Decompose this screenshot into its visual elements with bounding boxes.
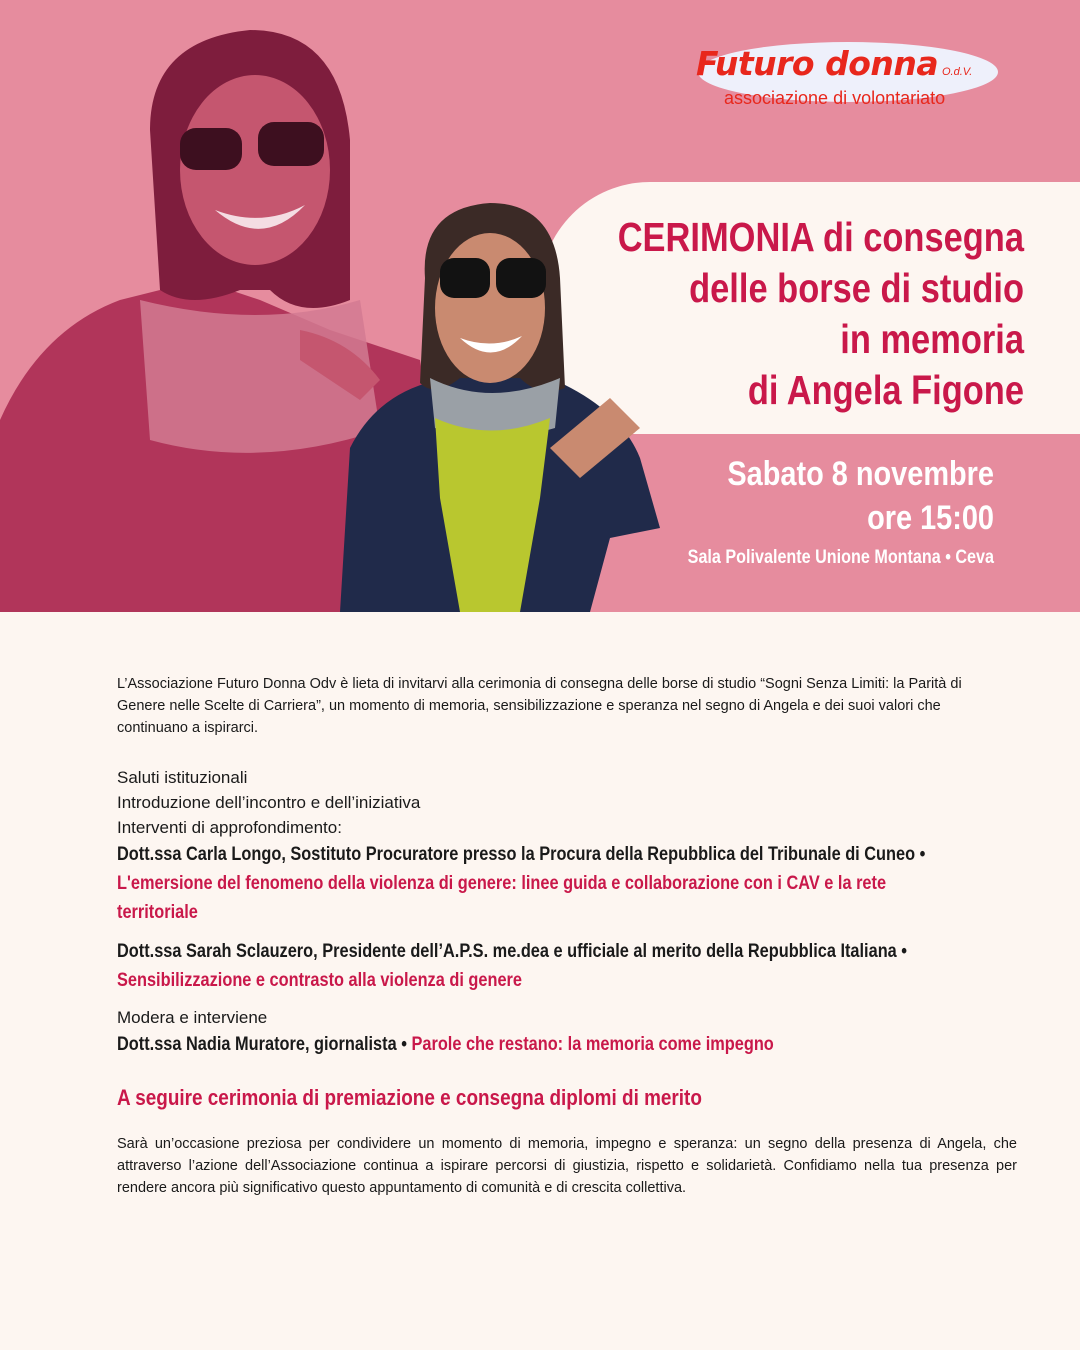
intro-paragraph: L’Associazione Futuro Donna Odv è lieta di invitarvi alla cerimonia di consegna delle borse di studio “Sogni Senza Limiti: la Parità di Genere nelle Scelte di Carriera”, un momento di memoria, sensibilizzazione e speranza nel segno di Angela e dei suoi valori che continuano a ispirarci. [117,676,962,736]
moderator-label: Modera e interviene [117,1008,268,1027]
logo-odv: O.d.V. [942,66,973,78]
speaker-entry [117,840,977,927]
title-line-4: di Angela Figone [747,367,1024,413]
moderator-topic: Parole che restano: la memoria come impegno [411,1034,774,1055]
title-line-2: delle borse di studio [689,265,1024,311]
follow-up-heading: A seguire cerimonia di premiazione e consegna diplomi di merito [117,1085,702,1110]
speaker-topic: L'emersione del fenomeno della violenza di genere: linee guida e collaborazione con i CAV e la rete [117,873,887,894]
title-line-1: CERIMONIA di consegna [617,214,1024,260]
moderator-name: Dott.ssa Nadia Muratore, giornalista • [117,1034,407,1055]
speaker-entry [117,937,977,995]
agenda [117,765,977,1059]
event-time: ore 15:00 [867,499,994,537]
agenda-item: Introduzione dell’incontro e dell’iniziativa [117,793,421,812]
hero-banner [0,0,1080,612]
speaker-name: Dott.ssa Sarah Sclauzero, Presidente dell’A.P.S. me.dea e ufficiale al merito della Repubblica Italiana • [117,941,908,962]
moderator-entry [117,1030,977,1059]
closing-paragraph: Sarà un’occasione preziosa per condividere un momento di memoria, impegno e speranza: un segno della presenza di Angela, che attraverso l’azione dell’Associazione continua a ispirare percorsi di giustizia, rispetto e solidarietà. Confidiamo nella tua presenza per rendere ancora più significativo questo appuntamento di comunità e di crescita collettiva. [117,1136,1017,1196]
event-title [587,212,1024,416]
agenda-item: Saluti istituzionali [117,768,248,787]
logo-name: Futuro donna [696,44,939,83]
logo-subtitle: associazione di volontariato [724,88,946,108]
title-line-3: in memoria [840,316,1024,362]
association-logo [690,38,1010,118]
speaker-name: Dott.ssa Carla Longo, Sostituto Procuratore presso la Procura della Repubblica del Tribunale di Cuneo • [117,844,926,865]
agenda-item: Interventi di approfondimento: [117,818,342,837]
event-date: Sabato 8 novembre [727,455,994,493]
invitation-body [117,673,1017,1214]
speaker-topic-continued: territoriale [117,902,198,923]
event-details [484,452,994,572]
event-venue: Sala Polivalente Unione Montana • Ceva [687,547,994,568]
speaker-topic: Sensibilizzazione e contrasto alla violenza di genere [117,970,522,991]
